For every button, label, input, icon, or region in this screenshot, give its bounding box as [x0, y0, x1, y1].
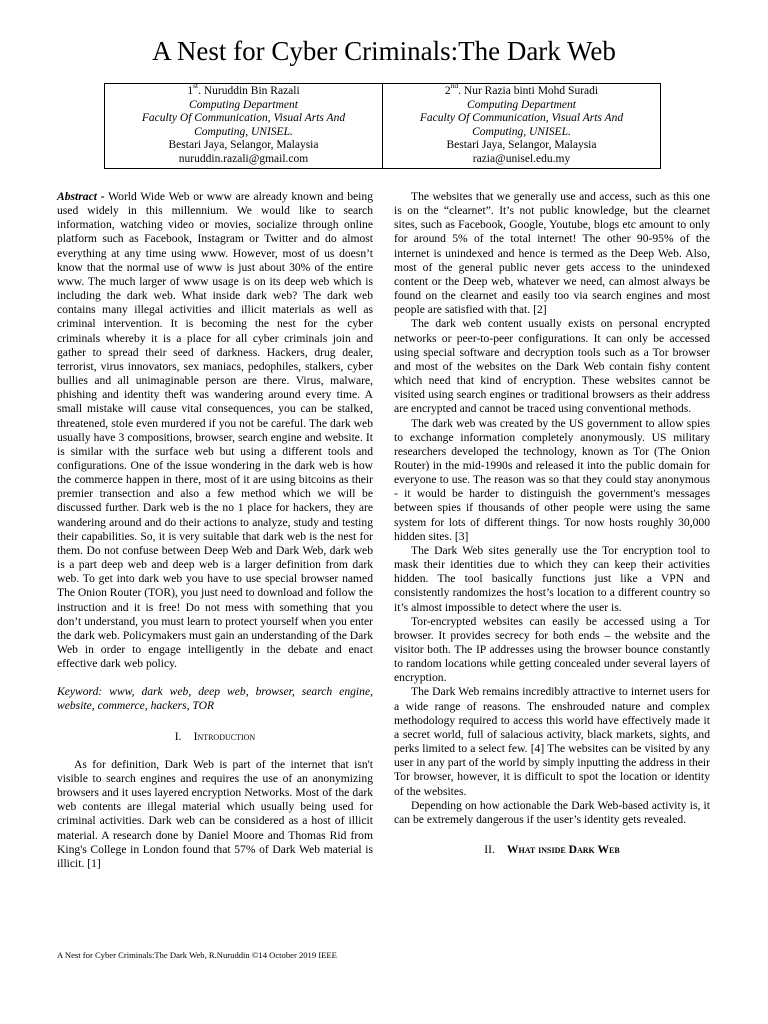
left-column: [57, 190, 373, 871]
section-heading-what-inside-dark-web: [394, 843, 710, 857]
section-number: II.: [484, 843, 495, 857]
author-ordinal-suffix: st: [193, 81, 199, 91]
paragraph: The dark web content usually exists on personal encrypted networks or peer-to-peer configurations. It can only be accessed using special software and decryption tools such as a Tor browser and most of the websites on the Dark Web contain fishy content which need that kind of encryption. These websites cannot be visited using search engines or traditional browsers as their address are encrypted and cannot be traced using conventional methods.: [394, 317, 710, 416]
author-faculty: Faculty Of Communication, Visual Arts And Computing, UNISEL.: [141, 112, 346, 138]
paragraph: The Dark Web remains incredibly attractive to internet users for a wide range of reasons. The enshrouded nature and complex methodology required to access this world have effectively made it a secret world, full of salacious activity, black markets, sights, and perks limited to a select few. [4] The websites can be visited by any user in any part of the world by simply inputting the address in their Tor browser, however, it is difficult to spot the location or identity of the websites.: [394, 685, 710, 798]
author-faculty: Faculty Of Communication, Visual Arts And Computing, UNISEL.: [419, 112, 624, 138]
paragraph: Tor-encrypted websites can easily be accessed using a Tor browser. It provides secrecy for both ends – the website and the visitor both. The IP addresses using the browser bounce constantly to random locations while getting concealed under several layers of encryption.: [394, 614, 710, 685]
author-email: razia@unisel.edu.my: [472, 152, 571, 165]
author-name: . Nuruddin Bin Razali: [198, 85, 300, 97]
abstract: [57, 190, 373, 671]
author-name-line: [383, 81, 660, 99]
paragraph: The dark web was created by the US government to allow spies to exchange information completely anonymously. US military researchers developed the technology, known as Tor (The Onion Router) in the mid-1990s and released it into the public domain for everyone to use. The reason was so that they could stay anonymous - it would be harder to distinguish the government's messages between spies if thousands of other people were using the same system for lots of different things. Tor now hosts roughly 30,000 hidden sites. [3]: [394, 416, 710, 543]
paragraph: The websites that we generally use and access, such as this one is on the “clearnet”. It’s not public knowledge, but the clearnet sites, such as Facebook, Google, Youtube, blogs etc amount to only for around 5% of the total internet! The other 90-95% of the internet is unindexed and hence is termed as the Deep Web. Also, most of the general public never gets access to the unindexed content or the Deep web, whatever we need, can almost always be found on the clearnet and easily too via search engines and most people are satisfied with that. [2]: [394, 190, 710, 317]
paragraph: The Dark Web sites generally use the Tor encryption tool to mask their identities due to which they can keep their activities hidden. The tool basically functions just like a VPN and consistently randomizes the host’s location to a different country so it’s almost impossible to detect where the user is.: [394, 543, 710, 614]
author-department: Computing Department: [189, 98, 298, 111]
author-block: [104, 83, 661, 169]
section-number: I.: [174, 729, 182, 743]
author-location: Bestari Jaya, Selangor, Malaysia: [168, 139, 319, 152]
paper-title: A Nest for Cyber Criminals:The Dark Web: [152, 36, 616, 66]
keywords: Keyword: www, dark web, deep web, browser, search engine, website, commerce, hackers, TOR: [57, 685, 373, 713]
abstract-label: Abstract -: [57, 190, 105, 203]
right-column: [394, 190, 710, 871]
author-name: . Nur Razia binti Mohd Suradi: [458, 85, 599, 97]
author-ordinal-suffix: nd: [450, 81, 459, 91]
section-heading-introduction: [57, 730, 373, 744]
author-name-line: [105, 81, 382, 99]
author-ordinal: 1: [187, 85, 194, 97]
page-footer: A Nest for Cyber Criminals:The Dark Web, R.Nuruddin ©14 October 2019 IEEE: [57, 950, 337, 960]
author-2: [382, 81, 660, 168]
section-title: Introduction: [193, 729, 256, 743]
paragraph: Depending on how actionable the Dark Web-based activity is, it can be extremely dangerous if the user’s identity gets revealed.: [394, 798, 710, 826]
author-ordinal: 2: [444, 85, 451, 97]
author-1: [105, 81, 382, 168]
paragraph: As for definition, Dark Web is part of the internet that isn't visible to search engines and requires the use of an anonymizing browsers and it uses layered encryption Networks. Most of the dark web contents are illegal material which usually being used for criminal activities. Dark web can be considered as a host of illicit material. A research done by Daniel Moore and Thomas Rid from King's College in London found that 57% of Dark Web material is illicit. [1]: [57, 757, 373, 870]
author-department: Computing Department: [467, 98, 576, 111]
section-title: What inside Dark Web: [506, 843, 620, 857]
author-location: Bestari Jaya, Selangor, Malaysia: [446, 139, 597, 152]
author-email: nuruddin.razali@gmail.com: [178, 152, 309, 165]
abstract-text: World Wide Web or www are already known and being used widely in this millennium. We would like to search information, watching video or movies, socialize through online platform such as Facebook, Instagram or Twitter and do almost everything at any time using www. However, most of us doesn’t know that the normal use of www is just about 30% of the entire www. The much larger of www usage is on its deep web which is including the dark web. What inside dark web? The dark web contains many illegal activities and illicit materials as well as criminal intervention. It is becoming the nest for the cyber criminals whereby it is a place for all cyber criminals join and gather to spread their seed of darkness. Hackers, drug dealer, terrorist, virus innovators, sex maniacs, pedophiles, stalkers, cyber bullies and all unimaginable person are there. Virus, malware, phishing and identity theft was wandering around every time. A small mistake will cause vital consequences, you can be stalked, threatened, stole even murdered if you not be careful. The dark web usually have 3 compositions, browser, search engine and website. It is similar with the surface web but using a different tools and configurations. One of the issue wondering in the dark web is how the commerce happen in there, most of it are using bitcoins as their premier transection and also a few method which we will be discussed further. Dark web is the no 1 place for hackers, they are wandering around and do their actions to analyze, study and testing their capabilities. So, it is very suitable that dark web is the nest for them. Do not confuse between Deep Web and Dark Web, dark web is a part deep web and deep web is a larger definition from dark web. To get into dark web you have to use special browser named The Onion Router (TOR), you just need to download and follow the instruction and it is free! Do not mess with something that you don’t understand, you must learn to protect yourself when you enter the dark web. Policymakers must gain an understanding of the Dark Web in order to engage intelligently in the debate and enact effective dark web policy.: [57, 190, 373, 671]
